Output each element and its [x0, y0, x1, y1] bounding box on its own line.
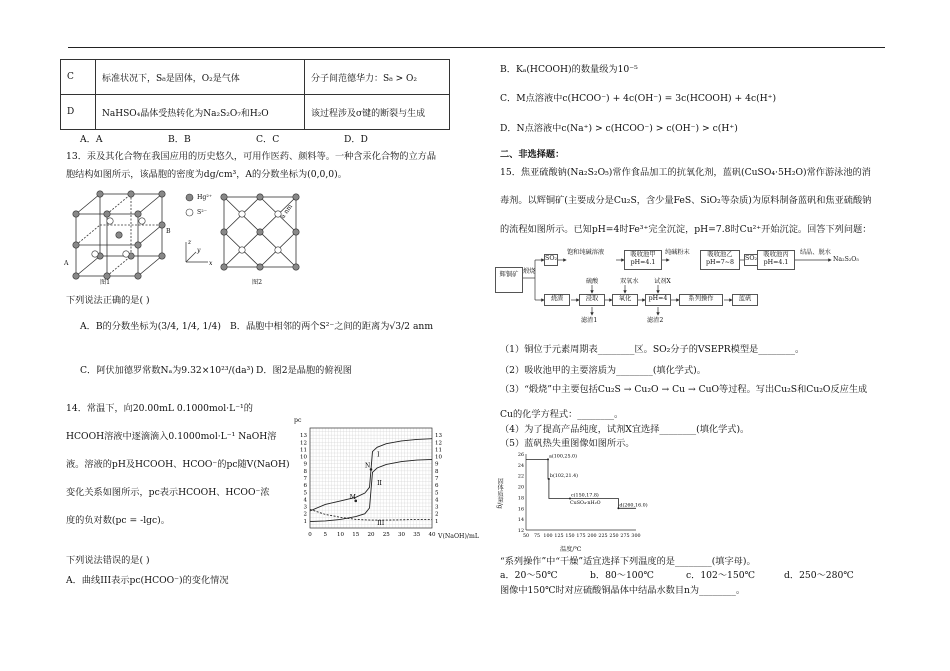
q15-option-a: a．20～50℃ — [500, 570, 558, 581]
q15-sub2: （2）吸收池甲的主要溶质为________(填化学式)。 — [500, 365, 706, 376]
y-tick-label-right: 5 — [435, 490, 439, 497]
ph-pc-chart — [296, 420, 456, 542]
y-tick-label: 9 — [303, 461, 307, 468]
x-tick-label: 50 — [522, 534, 530, 539]
y-tick-label: 6 — [303, 483, 307, 490]
q15-sub5-question: “系列操作”中“干燥”适宜选择下列温度的是________(填字母)。 — [500, 556, 756, 567]
flow-residue2: 滤渣2 — [647, 317, 664, 324]
chart-ph-ylabel: pc — [294, 417, 302, 424]
q14-line2: HCOOH溶液中逐滴滴入0.1000mol·L⁻¹ NaOH溶 — [66, 431, 277, 442]
thermal-decomposition-chart — [500, 450, 648, 540]
flow-reagent-x: 试剂X — [654, 278, 671, 285]
q14-line4: 变化关系如图所示，pc表示HCOOH、HCOO⁻浓 — [66, 487, 270, 498]
y-tick-label-right: 3 — [435, 504, 439, 511]
y-tick-label-right: 8 — [435, 468, 439, 475]
svg-text:x: x — [209, 260, 213, 267]
q13-stem-line1: 13．汞及其化合物在我国应用的历史悠久，可用作医药、颜料等。一种含汞化合物的立方晶 — [66, 151, 437, 162]
flow-so2: SO₂ — [544, 254, 558, 266]
y-tick-label-right: 1 — [435, 518, 439, 525]
x-tick-label: 250 — [609, 534, 619, 539]
flow-tank1: 吸收池甲 pH=4.1 — [624, 250, 662, 270]
flow-series-op: 系列操作 — [679, 294, 723, 306]
x-tick-label: 150 — [565, 534, 575, 539]
y-tick-label: 11 — [300, 447, 307, 454]
y-tick-label-right: 6 — [435, 483, 439, 490]
flow-soda: 纯碱粉末 — [665, 249, 690, 256]
svg-text:z: z — [188, 239, 192, 246]
curve-label-I: I — [377, 451, 380, 459]
curve-label: CuSO₄·nH₂O — [570, 500, 601, 506]
y-tick-label: 5 — [303, 490, 307, 497]
section-title: 二、非选择题： — [500, 149, 565, 160]
flow-product-blue-vitriol: 蓝矾 — [732, 294, 758, 306]
x-tick-label: 40 — [428, 532, 436, 538]
q15-line2: 毒剂。以辉铜矿(主要成分是Cu₂S，含少量FeS、SiO₂等杂质)为原料制备蓝矾和焦亚硫酸钠 — [500, 195, 872, 206]
x-tick-label: 100 — [543, 534, 553, 539]
legend-s-label: S²⁻ — [197, 209, 207, 216]
options-table — [60, 59, 450, 130]
x-tick-label: 225 — [598, 534, 608, 539]
q15-option-b: b．80～100℃ — [590, 570, 654, 581]
q13-option-c: C．阿伏加德罗常数Nₐ为9.32×10²³/(da³) — [80, 365, 254, 376]
y-tick-label-right: 2 — [435, 511, 439, 518]
x-tick-label: 35 — [413, 532, 421, 538]
y-tick-label: 14 — [517, 518, 524, 524]
q15-sub4: （4）为了提高产品纯度，试剂X宜选择________(填化学式)。 — [500, 424, 750, 435]
point-label: d(260,16.0) — [619, 503, 648, 509]
y-tick-label: 22 — [517, 474, 524, 480]
y-tick-label: 13 — [300, 433, 307, 440]
legend-hg-label: Hg²⁺ — [197, 194, 213, 201]
q14-option-a: A．曲线III表示pc(HCOO⁻)的变化情况 — [66, 575, 229, 586]
q15-sub1: （1）铜位于元素周期表________区。SO₂分子的VSEPR模型是________。 — [500, 344, 805, 355]
q13-stem-line2: 胞结构如图所示，该晶胞的密度为dg/cm³，A的分数坐标为(0,0,0)。 — [66, 169, 347, 180]
x-tick-label: 30 — [398, 532, 405, 538]
flow-acid: 硫酸 — [586, 278, 599, 285]
y-tick-label: 26 — [517, 453, 524, 458]
legend-hg-icon — [185, 193, 194, 202]
svg-text:y: y — [197, 247, 201, 254]
y-tick-label: 24 — [517, 463, 524, 469]
flow-crystallize: 结晶、脱水 — [800, 249, 831, 256]
fig2-caption: 图2 — [252, 279, 263, 286]
point-label-N: N — [365, 462, 371, 470]
fig1-caption: 图1 — [100, 279, 111, 286]
chart-ph-xlabel: V(NaOH)/mL — [438, 533, 479, 540]
distance-label: a nm — [279, 203, 295, 220]
x-tick-label: 300 — [631, 534, 641, 539]
table-row: D NaHSO₄晶体受热转化为Na₂S₂O₇和H₂O 该过程涉及σ键的断裂与生成 — [61, 95, 450, 130]
y-tick-label: 2 — [303, 511, 307, 518]
point-label: b(102,21.4) — [549, 473, 579, 479]
y-tick-label: 20 — [517, 485, 524, 491]
label-b: B — [166, 228, 171, 235]
x-tick-label: 125 — [554, 534, 564, 539]
y-tick-label: 12 — [300, 440, 307, 447]
y-tick-label-right: 11 — [435, 447, 442, 454]
q14-option-d: D．N点溶液中c(Na⁺) > c(HCOO⁻) > c(OH⁻) > c(H⁺) — [500, 123, 738, 134]
flow-product-na2s2o5: Na₂S₂O₅ — [833, 256, 859, 263]
y-tick-label-right: 7 — [435, 476, 439, 482]
y-tick-label: 3 — [303, 504, 307, 511]
y-tick-label: 16 — [517, 507, 524, 513]
point-label: a(100,25.0) — [549, 454, 577, 460]
y-tick-label-right: 12 — [435, 440, 442, 447]
flow-ore: 辉铜矿 — [495, 267, 523, 293]
q15-line1: 15．焦亚硫酸钠(Na₂S₂O₅)常作食品加工的抗氧化剂，蓝矾(CuSO₄·5H₂O)常作游泳池的消 — [500, 167, 871, 178]
q13-option-a: A．B的分数坐标为(3/4, 1/4, 1/4) — [80, 321, 221, 332]
x-tick-label: 20 — [367, 532, 375, 538]
point-label-M: M — [349, 493, 356, 501]
x-tick-label: 0 — [308, 532, 312, 538]
point-label: c(150,17.8) — [571, 493, 599, 499]
curve-label-III: III — [377, 520, 385, 528]
x-tick-label: 5 — [323, 532, 327, 538]
prev-option-a: A．A — [80, 134, 103, 145]
flow-tank3: 吸收池丙 pH=4.1 — [757, 250, 795, 270]
y-tick-label-right: 10 — [435, 454, 442, 461]
top-rule — [68, 47, 885, 48]
table-row: C 标准状况下，S₈是固体，O₂是气体 分子间范德华力：S₈ > O₂ — [61, 60, 450, 95]
legend-s-icon — [185, 208, 194, 217]
curve-label-II: II — [377, 480, 382, 488]
flow-h2o2: 双氧水 — [620, 278, 639, 285]
flow-tank2: 吸收池乙 pH=7~8 — [700, 250, 740, 270]
q15-sub3a: （3）“煅烧”中主要包括Cu₂S → Cu₂O → Cu → CuO等过程。写出Cu₂S和Cu₂O反应生成 — [500, 384, 868, 395]
crystal-cell-figure-2 — [218, 193, 308, 273]
axes-icon — [180, 238, 212, 268]
y-tick-label: 8 — [303, 468, 307, 475]
q15-line3: 的流程如图所示。已知pH=4时Fe³⁺完全沉淀，pH=7.8时Cu²⁺开始沉淀。回答下列问题： — [500, 224, 872, 235]
x-tick-label: 75 — [533, 534, 541, 539]
q14-option-b: B．Kₐ(HCOOH)的数量级为10⁻⁵ — [500, 64, 638, 75]
q14-line3: 液。溶液的pH及HCOOH、HCOO⁻的pc随V(NaOH) — [66, 459, 290, 470]
y-tick-label-right: 4 — [435, 497, 439, 504]
y-tick-label: 7 — [303, 476, 307, 482]
y-tick-label-right: 9 — [435, 461, 439, 468]
x-tick-label: 200 — [587, 534, 597, 539]
q15-option-d: d．250～280℃ — [784, 570, 854, 581]
flow-mix: 饱和纯碱溶液 — [567, 249, 605, 256]
q15-option-c: c．102～150℃ — [686, 570, 755, 581]
x-tick-label: 10 — [337, 532, 344, 538]
label-a: A — [64, 260, 69, 267]
y-tick-label: 4 — [303, 497, 307, 504]
y-tick-label: 10 — [300, 454, 307, 461]
x-tick-label: 15 — [352, 532, 360, 538]
q14-line5: 度的负对数(pc = -lgc)。 — [66, 515, 170, 526]
q15-sub3b: Cu的化学方程式：________。 — [500, 409, 624, 420]
q14-line1: 14．常温下，向20.00mL 0.1000mol·L⁻¹的 — [66, 403, 253, 414]
chart-tg-xlabel: 温度/℃ — [560, 546, 582, 553]
y-tick-label: 18 — [517, 496, 524, 502]
prev-option-b: B．B — [168, 134, 191, 145]
y-tick-label: 1 — [303, 518, 307, 525]
flow-oxidize: 氧化 — [612, 294, 638, 306]
x-tick-label: 175 — [576, 534, 586, 539]
q13-option-b: B．晶胞中相邻的两个S²⁻之间的距离为√3/2 anm — [230, 321, 434, 332]
flow-so2-b: SO₂ — [744, 254, 758, 266]
q15-last: 图像中150℃时对应硫酸铜晶体中结晶水数目n为________。 — [500, 585, 746, 596]
y-tick-label-right: 13 — [435, 433, 442, 440]
y-tick-label: 12 — [517, 529, 524, 534]
flow-calcine: 煅烧 — [523, 268, 536, 275]
q13-ask: 下列说法正确的是( ) — [66, 295, 150, 306]
flow-residue1: 滤渣1 — [581, 317, 598, 324]
flow-slag: 烧渣 — [544, 294, 570, 306]
q13-option-d: D．图2是晶胞的俯视图 — [256, 365, 352, 376]
crystal-cell-figure-1 — [70, 188, 180, 278]
q14-option-c: C．M点溶液中c(HCOO⁻) + 4c(OH⁻) = 3c(HCOOH) + 4c(H⁺) — [500, 93, 777, 104]
x-tick-label: 25 — [382, 532, 390, 538]
prev-option-c: C．C — [256, 134, 280, 145]
prev-option-d: D．D — [344, 134, 368, 145]
flow-leach: 浸取 — [579, 294, 605, 306]
flow-ph4: pH=4 — [645, 294, 671, 306]
chart-tg-ylabel: 固体质量/g — [496, 478, 504, 509]
x-tick-label: 275 — [620, 534, 630, 539]
q14-ask: 下列说法错误的是( ) — [66, 555, 150, 566]
q15-sub5: （5）蓝矾热失重图像如图所示。 — [500, 438, 635, 449]
